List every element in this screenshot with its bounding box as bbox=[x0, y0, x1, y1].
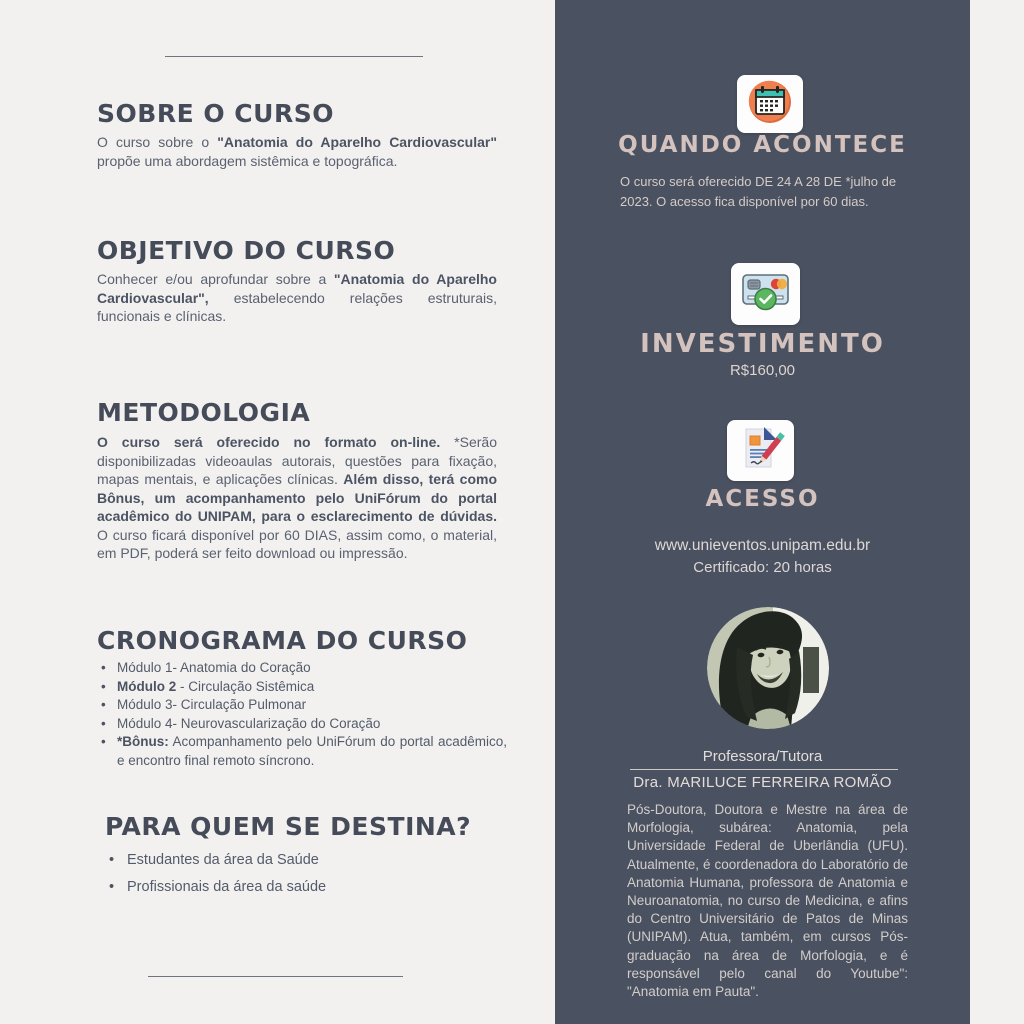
section-title-access: ACESSO bbox=[705, 486, 820, 512]
section-title-objective: OBJETIVO DO CURSO bbox=[97, 236, 396, 265]
tutor-role: Professora/Tutora bbox=[702, 748, 823, 765]
about-body bbox=[97, 133, 497, 170]
section-title-about: SOBRE O CURSO bbox=[97, 99, 334, 128]
document-pencil-icon bbox=[733, 424, 788, 478]
list-item bbox=[97, 715, 507, 734]
module-text: Módulo 1- Anatomia do Coração bbox=[117, 660, 311, 675]
audience-list bbox=[105, 847, 515, 901]
module-label: *Bônus: bbox=[117, 734, 169, 750]
methodology-text: *Serão disponibilizadas videoaulas autorais, questões para fixação, mapas mentais, e aplicações clínicas. bbox=[97, 434, 497, 487]
module-text: Módulo 4- Neurovascularização do Coração bbox=[117, 715, 381, 731]
list-item bbox=[97, 696, 507, 715]
module-text: - Circulação Sistêmica bbox=[176, 678, 315, 694]
list-item: • Profissionais da área da saúde bbox=[105, 874, 515, 901]
list-item bbox=[97, 659, 507, 678]
tutor-underline bbox=[630, 769, 898, 770]
about-text: propõe uma abordagem sistêmica e topográfica. bbox=[97, 152, 398, 169]
credit-card-icon-card bbox=[731, 263, 800, 325]
tutor-name: Dra. MARILUCE FERREIRA ROMÃO bbox=[633, 774, 892, 791]
section-title-audience: PARA QUEM SE DESTINA? bbox=[105, 812, 472, 841]
document-pencil-icon-card bbox=[727, 420, 794, 481]
section-title-schedule: CRONOGRAMA DO CURSO bbox=[97, 626, 468, 655]
tutor-photo bbox=[707, 607, 829, 729]
module-text: Acompanhamento pelo UniFórum do portal acadêmico, e encontro final remoto síncrono. bbox=[117, 734, 507, 768]
module-label: Módulo 2 bbox=[117, 678, 177, 694]
methodology-text-bold: O curso será oferecido no formato on-line. bbox=[97, 434, 441, 450]
schedule-list bbox=[97, 659, 507, 771]
objective-text: Conhecer e/ou aprofundar sobre a bbox=[97, 271, 334, 287]
calendar-icon-card bbox=[737, 75, 803, 133]
section-title-investment: INVESTIMENTO bbox=[640, 329, 885, 359]
credit-card-icon bbox=[737, 267, 794, 322]
objective-text-bold: "Anatomia do Aparelho Cardiovascular", bbox=[97, 271, 497, 306]
certificate-hours: Certificado: 20 horas bbox=[693, 559, 832, 576]
methodology-text: O curso ficará disponível por 60 DIAS, assim como, o material, em PDF, poderá ser feito download ou impressão. bbox=[97, 526, 497, 561]
calendar-icon bbox=[743, 77, 797, 132]
section-title-when: QUANDO ACONTECE bbox=[618, 132, 907, 158]
section-title-methodology: METODOLOGIA bbox=[97, 398, 311, 427]
when-body: O curso será oferecido DE 24 A 28 DE *julho de 2023. O acesso fica disponível por 60 dias. bbox=[620, 174, 897, 209]
tutor-bio: Pós-Doutora, Doutora e Mestre na área de Morfologia, subárea: Anatomia, pela Universidade Federal de Uberlândia (UFU). Atualmente, é coordenadora do Laboratório de Anatomia Humana, professora de Anatomia e Neuroanatomia, no curso de Medicina, e afins do Centro Universitário de Patos de Minas (UNIPAM). Atua, também, em cursos Pós-graduação na área de Morfologia, e é responsável pelo canal do Youtube": "Anatomia em Pauta". bbox=[627, 802, 908, 1000]
investment-price: R$160,00 bbox=[729, 362, 796, 379]
objective-text: estabelecendo relações estruturais, funcionais e clínicas. bbox=[97, 289, 497, 324]
bottom-divider-line bbox=[148, 976, 403, 977]
list-item bbox=[97, 733, 507, 770]
about-text-bold: "Anatomia do Aparelho Cardiovascular" bbox=[217, 134, 497, 150]
about-text: O curso sobre o bbox=[97, 134, 218, 150]
methodology-body bbox=[97, 433, 497, 563]
list-item bbox=[97, 678, 507, 697]
list-item: • Estudantes da área da Saúde bbox=[105, 847, 515, 874]
module-text: Módulo 3- Circulação Pulmonar bbox=[117, 697, 307, 713]
objective-body bbox=[97, 270, 497, 326]
top-divider-line bbox=[165, 56, 423, 57]
access-url-link[interactable]: www.unieventos.unipam.edu.br bbox=[654, 537, 871, 554]
methodology-text-bold: Além disso, terá como Bônus, um acompanhamento pelo UniFórum do portal acadêmico do UNIPAM, para o esclarecimento de dúvidas. bbox=[97, 471, 497, 524]
